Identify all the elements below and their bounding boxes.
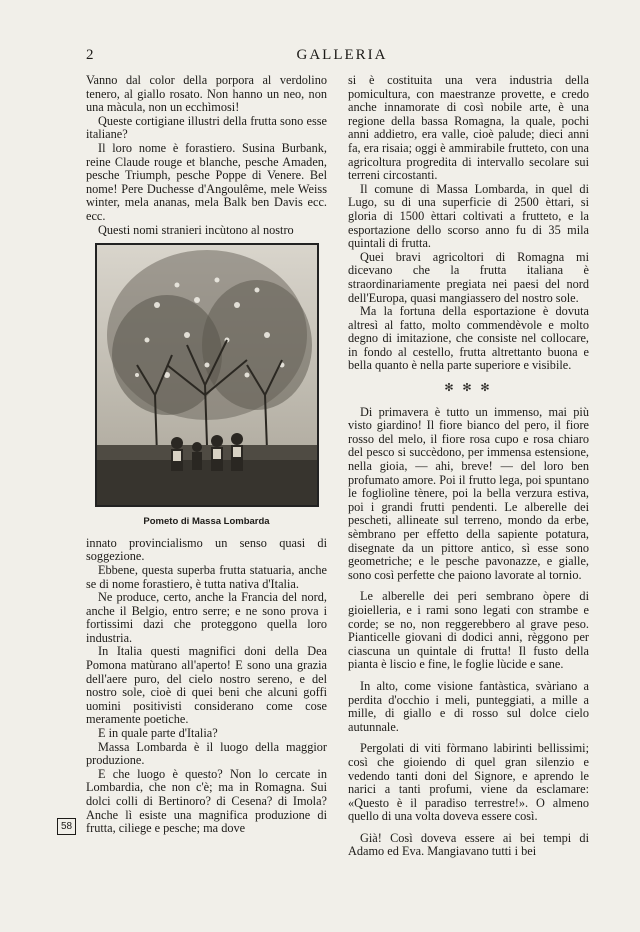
paragraph: Quei bravi agricoltori di Romagna mi dicevano che la frutta italiana è straordinariamente pregiata nei paesi del nord dell'Europa, quasi mangiassero del nostro sole. [348, 249, 589, 305]
paragraph: innato provincialismo un senso quasi di soggezione. [86, 535, 327, 564]
paragraph: Ne produce, certo, anche la Francia del nord, anche il Belgio, entro serre; e ne sono prova i fortissimi dazi che proteggono quella loro industria. [86, 590, 327, 645]
paragraph: si è costituita una vera industria della pomicultura, con maestranze provette, e credo anche innamorate di così nobile arte, è una regione della bassa Romagna, la quale, pochi anni addietro, era valle, cioè palude; dieci anni fa, era risaia; oggi è ammirabile frutteto, con una agricoltura progredita di intervallo secolare sui terreni circostanti. [348, 73, 589, 183]
paragraph: In alto, come visione fantàstica, svàriano a perdita d'occhio i meli, punteggiati, a mille a mille, di giallo e di rosso sul dolce cielo autunnale. [348, 678, 589, 734]
paragraph: Già! Così doveva essere ai bei tempi di Adamo ed Eva. Mangiavano tutti i bei [348, 830, 589, 859]
page-badge: 58 [57, 818, 76, 835]
figure-caption: Pometo di Massa Lombarda [143, 516, 270, 528]
paragraph: Vanno dal color della porpora al verdolino tenero, al giallo rosato. Non hanno un neo, non una màcula, non un ecchìmosi! [86, 73, 327, 115]
page-header [86, 47, 598, 67]
paragraph: Il loro nome è forastiero. Susina Burbank, reine Claude rouge et blanche, pesche Amaden, pesche Triumph, pesche Poppe di Venere. Bel nome! Pere Duchesse d'Angoulême, mele Weiss winter, mela ananas, mela Balk ben Davis ecc. ecc. [86, 140, 327, 223]
page-number: 2 [86, 47, 94, 63]
paragraph: Ma la fortuna della esportazione è dovuta altresì al fatto, molto commendèvole e molto degno di imitazione, che consiste nel collocare, in fondo al cestello, frutta altrettanto buona e bella quanto è nella parte superiore e visibile. [348, 304, 589, 373]
right-column [348, 74, 589, 859]
paragraph: Di primavera è tutto un immenso, mai più visto giardino! Il fiore bianco del pero, il fiore rosso del melo, il fiore rosa cupo e rosa chiaro del pesco si succèdono, per immensa estensione, nella gioia, — ahi, breve! — del loro ben profumato amore. Poi il frutto lega, poi spuntano le fogliolìne tènere, poi la bella verzura estiva, poi i grandi frutti pendenti. Le alberelle dei pescheti, allineate sul terreno, mondo da erbe, sèmbrano per effetto della sapiente potatura, disegnate da un pittore antico, sì esse sono geometriche; e le pesche pavonazze, e gialle, sono così perfette che paiono lavorate al tornio. [348, 404, 589, 582]
paragraph: In Italia questi magnifici doni della Dea Pomona matùrano all'aperto! E sono una grazia dell'aere puro, del cielo nostro sereno, e del nostro sole, cioè di quei beni che alcuni goffi uomini positivisti considerano come cose meramente poetiche. [86, 644, 327, 727]
orchard-photo [95, 243, 319, 507]
paragraph: E in quale parte d'Italia? [98, 726, 218, 741]
paragraph: Ebbene, questa superba frutta statuaria, anche se di nome forastiero, è tutta nativa d'Italia. [86, 562, 327, 591]
paragraph: Queste cortigiane illustri della frutta sono esse italiane? [86, 113, 327, 142]
running-title: GALLERIA [296, 47, 388, 63]
paragraph: Le alberelle dei peri sembrano òpere di gioielleria, e i rami sono legati con strambe e corde; se no, non reggerebbero al grave peso. Pianticelle giovani di dodici anni, règgono per ciascuna un quintale di frutta! Il fusto della pianta è liscio e fine, le foglie lùcide e sane. [348, 589, 589, 672]
paragraph: Massa Lombarda è il luogo della maggior produzione. [86, 739, 327, 768]
paragraph: Questi nomi stranieri incùtono al nostro [98, 222, 294, 237]
section-separator: ✻ ✻ ✻ [444, 382, 493, 395]
paragraph: Il comune di Massa Lombarda, in quel di Lugo, su di una superficie di 2500 èttari, si gloria di 1500 èttari coltivati a frutteto, e la esportazione dello scorso anno fu di 35 mila quintali di frutta. [348, 181, 589, 251]
orchard-illustration [97, 245, 317, 505]
left-column [86, 74, 327, 836]
paragraph: Pergolati di viti fòrmano labirinti bellissimi; così che gioiendo di quel gran silenzio e vedendo tanti doni del Signore, e aprendo le narici a tanti profumi, viene da esclamare: «Questo è il paradiso terrestre!». O almeno quello di una volta doveva essere così. [348, 741, 589, 824]
paragraph: E che luogo è questo? Non lo cercate in Lombardia, che non c'è; ma in Romagna. Sui dolci colli di Bertinoro? di Cesena? di Imola? Anche lì esiste una magnifica produzione di frutta, ciliege e pesche; ma dove [86, 766, 327, 836]
figure [86, 243, 327, 529]
